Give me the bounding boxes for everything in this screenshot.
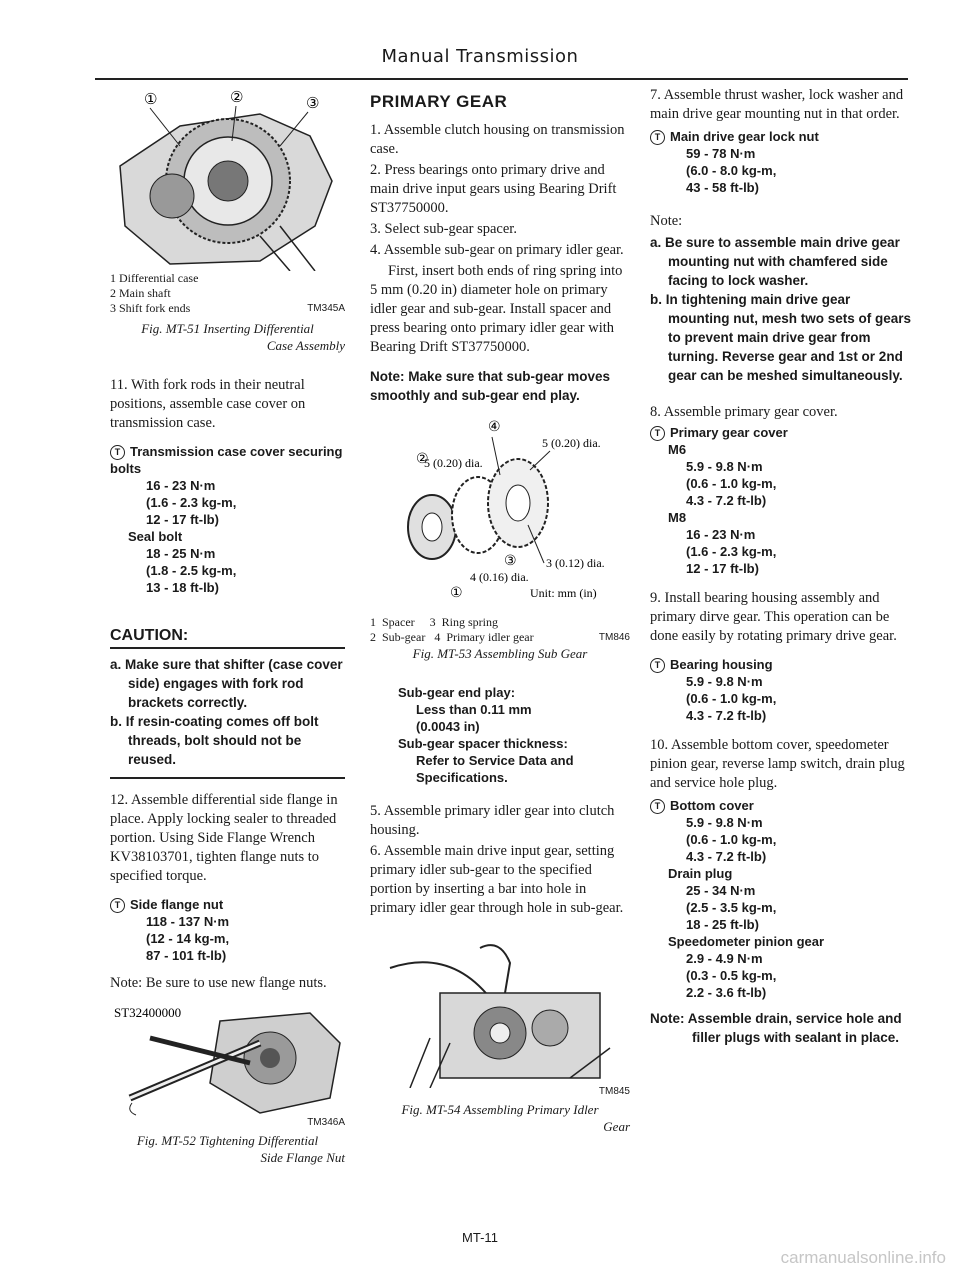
step-4-detail: First, insert both ends of ring spring into 5 mm (0.20 in) diameter hole on primary idler gear and sub-gear. Install spacer and press bearing onto primary idler gear with Bearing Drift ST37750000. [370,263,623,355]
figure-code: TM845 [598,1086,630,1097]
sub-gear-spec [398,684,630,786]
step-1: 1. Assemble clutch housing on transmission case. [370,122,625,157]
torque-title: Main drive gear lock nut [670,129,819,144]
step-5: 5. Assemble primary idler gear into clutch housing. [370,803,615,838]
torque-subtitle: Speedometer pinion gear [668,934,825,950]
torque-value: 2.9 - 4.9 N·m [686,951,763,967]
torque-subtitle: M8 [668,510,687,526]
callout-2: ② [416,451,429,467]
torque-spec-main-drive [650,128,912,196]
page-number: MT-11 [462,1230,498,1245]
column-middle [370,86,630,1135]
step-11: 11. With fork rods in their neutral positions, assemble case cover on transmission case. [110,377,306,431]
torque-title: Bearing housing [670,657,773,673]
torque-value: 5.9 - 9.8 N·m [686,674,763,690]
unit-label: Unit: mm (in) [530,586,597,600]
torque-value: 16 - 23 N·m [686,527,756,543]
torque-value: (0.6 - 1.0 kg-m, [686,832,777,848]
torque-value: 118 - 137 N·m [146,914,230,930]
torque-value: (0.6 - 1.0 kg-m, [686,691,777,707]
torque-title: Bottom cover [670,798,754,814]
torque-title: Primary gear cover [670,425,788,441]
torque-value: 13 - 18 ft-lb) [146,580,219,596]
torque-value: (0.6 - 1.0 kg-m, [686,476,777,492]
legend-item: 3 Shift fork ends [110,301,191,315]
torque-value: 4.3 - 7.2 ft-lb) [686,849,767,865]
torque-value: 43 - 58 ft-lb) [686,180,759,196]
figure-caption: Fig. MT-53 Assembling Sub Gear [412,646,588,661]
callout-3: ③ [306,94,320,112]
step-3: 3. Select sub-gear spacer. [370,221,517,237]
note-flange-nuts: Note: Be sure to use new flange nuts. [110,975,327,992]
torque-title: Transmission case cover securing bolts [110,444,343,477]
figure-caption [370,1101,630,1135]
note-item: b. In tightening main drive gear mounting nut, mesh two sets of gears to prevent main drive gear from turning. Reverse gear and 1st or 2nd gear can be meshed simultaneously. [650,292,912,384]
callout-3: ③ [504,553,517,569]
step-2: 2. Press bearings onto primary drive and main drive input gears using Bearing Drift ST37750000. [370,162,617,216]
header-rule [95,78,908,80]
caution-item: a. Make sure that shifter (case cover side) engages with fork rod brackets correctly. [110,657,343,711]
torque-icon: T [650,658,665,673]
torque-value: 2.2 - 3.6 ft-lb) [686,985,767,1001]
torque-spec-primary-cover [650,424,912,577]
step-10: 10. Assemble bottom cover, speedometer pinion gear, reverse lamp switch, drain plug and service hole plug. [650,737,905,792]
caution-rule [110,777,345,779]
figure-code: TM345A [307,303,345,314]
torque-spec-bearing-housing [650,656,912,724]
torque-icon: T [110,898,125,913]
dim-label: 4 (0.16) dia. [470,570,529,584]
torque-value: 12 - 17 ft-lb) [146,512,219,528]
torque-icon: T [650,426,665,441]
torque-value: (2.5 - 3.5 kg-m, [686,900,777,916]
fig51-legend [110,271,345,316]
torque-subtitle: M6 [668,442,687,458]
spec-value: Specifications. [416,770,508,785]
torque-value: 59 - 78 N·m [686,146,756,162]
figure-code: TM346A [307,1117,345,1129]
caption-line: Fig. MT-51 Inserting Differential [141,321,314,336]
torque-icon: T [650,130,665,145]
figure-caption [110,320,345,354]
caption-line: Gear [603,1119,630,1134]
torque-spec-case-cover [110,443,345,596]
caption-line: Fig. MT-54 Assembling Primary Idler [401,1102,599,1117]
caption-line: Fig. MT-52 Tightening Differential [136,1133,319,1149]
spec-value: Less than 0.11 mm [416,702,532,717]
page-header: Manual Transmission [381,46,579,67]
legend-item: 2 Sub-gear 4 Primary idler gear [370,630,534,644]
watermark: carmanualsonline.info [780,1248,946,1267]
spec-value: Refer to Service Data and [416,753,574,768]
figure-mt52-illustration [110,1003,345,1121]
torque-value: 16 - 23 N·m [146,478,216,494]
legend-item: 1 Differential case [110,271,199,285]
spec-title: Sub-gear spacer thickness: [398,736,568,751]
figure-mt54-illustration [370,928,630,1088]
torque-value: 5.9 - 9.8 N·m [686,459,763,475]
torque-icon: T [110,445,125,460]
callout-1: ① [450,585,463,601]
dim-label: 5 (0.20) dia. [542,436,601,450]
torque-subtitle: Drain plug [668,866,733,882]
final-note: Note: Assemble drain, service hole and filler plugs with sealant in place. [650,1011,902,1046]
caution-item: b. If resin-coating comes off bolt threads, bolt should not be reused. [110,714,319,768]
torque-value: (1.6 - 2.3 kg-m, [686,544,777,560]
step-7: 7. Assemble thrust washer, lock washer and main drive gear mounting nut in that order. [650,87,904,122]
figure-mt52 [110,1003,345,1132]
figure-caption [110,1132,345,1166]
torque-value: 18 - 25 ft-lb) [686,917,759,933]
torque-value: 4.3 - 7.2 ft-lb) [686,493,767,509]
callout-1: ① [144,90,158,108]
torque-value: 12 - 17 ft-lb) [686,561,759,577]
column-right [650,86,912,1047]
fig53-legend [370,615,630,645]
torque-value: 5.9 - 9.8 N·m [686,815,763,831]
torque-value: (1.8 - 2.5 kg-m, [146,563,237,579]
note-item: a. Be sure to assemble main drive gear mounting nut with chamfered side facing to lock washer. [650,235,900,289]
spec-value: (0.0043 in) [416,719,480,734]
callout-4: ④ [488,419,501,435]
torque-value: (0.3 - 0.5 kg-m, [686,968,777,984]
caption-line: Side Flange Nut [260,1150,345,1166]
legend-item: 2 Main shaft [110,286,171,300]
caution-title: CAUTION: [110,627,189,645]
section-heading: PRIMARY GEAR [370,92,508,111]
callout-2: ② [230,88,244,106]
torque-icon: T [650,799,665,814]
torque-value: 4.3 - 7.2 ft-lb) [686,708,767,724]
step-9: 9. Install bearing housing assembly and primary dirve gear. This operation can be done easily by rotating primary drive gear. [650,590,897,645]
step-6: 6. Assemble main drive input gear, setting primary idler sub-gear to the specified portion by inserting a bar into hole in primary idler gear through hole in sub-gear. [370,843,624,916]
torque-value: (6.0 - 8.0 kg-m, [686,163,777,179]
torque-value: 18 - 25 N·m [146,546,216,562]
spec-title: Sub-gear end play: [398,685,516,700]
torque-title: Side flange nut [130,897,224,913]
note-label: Note: [650,213,683,230]
torque-value: (12 - 14 kg-m, [146,931,230,947]
torque-spec-side-flange [110,896,345,964]
figure-code: TM846 [598,632,630,643]
legend-item: 1 Spacer 3 Ring spring [370,615,498,629]
figure-mt53-illustration [370,415,630,615]
caution-rule [110,647,345,649]
note-sub-gear: Note: Make sure that sub-gear moves smoothly and sub-gear end play. [370,369,611,403]
dim-label: 5 (0.20) dia. [424,456,483,470]
torque-subtitle: Seal bolt [128,529,183,545]
torque-spec-bottom-cover [650,797,912,1001]
column-left [110,86,345,1166]
tool-label: ST32400000 [114,1005,182,1021]
caption-line: Case Assembly [266,338,345,353]
step-8: 8. Assemble primary gear cover. [650,404,838,421]
torque-value: 25 - 34 N·m [686,883,756,899]
step-12: 12. Assemble differential side flange in place. Apply locking sealer to threaded portion. Using Side Flange Wrench KV38103701, tighten flange nuts to specified torque. [110,792,338,885]
torque-value: 87 - 101 ft-lb) [146,948,227,964]
step-4: 4. Assemble sub-gear on primary idler gear. [370,242,624,258]
figure-mt51-illustration [110,86,345,271]
caution-box [110,626,345,779]
dim-label: 3 (0.12) dia. [546,556,605,570]
torque-value: (1.6 - 2.3 kg-m, [146,495,237,511]
